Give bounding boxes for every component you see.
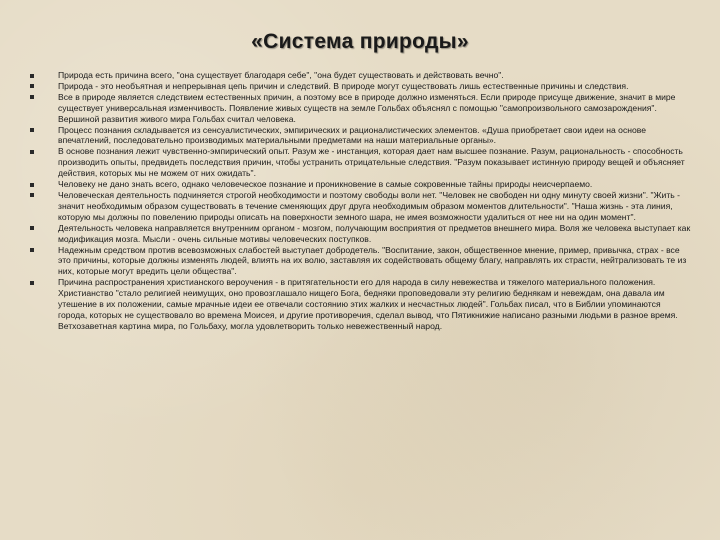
list-item xyxy=(30,92,692,125)
list-item xyxy=(30,223,692,245)
bullet-icon xyxy=(30,226,34,230)
list-item xyxy=(30,190,692,223)
list-item-text: Надежным средством против всевозможных слабостей выступает добродетель. "Воспитание, закон, общественное мнение, пример, привычка, страх - все это причины, которые должны изменять людей, влиять на их волю, заставляя их содействовать общему благу, направлять их страсти, нейтрализовать те из них, которые могут вредить цели общества". xyxy=(58,244,687,277)
list-item-text: В основе познания лежит чувственно-эмпирический опыт. Разум же - инстанция, которая дает нам высшее познание. Разум, рациональность - способность производить опыты, предвидеть последствия причин, чтобы устранить отрицательные следствия. "Разум показывает истинную природу вещей и объясняет действия, которых мы не можем от них ожидать". xyxy=(58,146,685,179)
list-item-text: Природа - это необъятная и непрерывная цепь причин и следствий. В природе могут существовать лишь естественные причины и следствия. xyxy=(58,80,629,91)
list-item xyxy=(30,125,692,147)
list-item-text: Природа есть причина всего, "она существует благодаря себе", "она будет существовать и действовать вечно". xyxy=(58,70,504,80)
slide-title: «Система природы» xyxy=(251,30,469,53)
bullet-icon xyxy=(30,150,34,154)
bullet-icon xyxy=(30,281,34,285)
list-item-text: Человеку не дано знать всего, однако человеческое познание и проникновение в самые сокровенные тайны природы неисчерпаемо. xyxy=(58,179,593,190)
bullet-icon xyxy=(30,74,34,78)
bullet-icon xyxy=(30,95,34,99)
bullet-icon xyxy=(30,183,34,187)
list-item xyxy=(30,245,692,278)
bullet-icon xyxy=(30,193,34,197)
list-item xyxy=(30,179,692,190)
bullet-list xyxy=(30,70,692,332)
list-item-text: Все в природе является следствием естественных причин, а поэтому все в природе должно изменяться. Если природе присуще движение, значит в мире существует универсальная изменчивость. Появление живых существ на земле Гольбах объяснял с помощью "самопроизвольного самозарождения". Вершиной развития живого мира Гольбах считал человека. xyxy=(58,91,676,124)
list-item-text: Деятельность человека направляется внутренним органом - мозгом, получающим восприятия от предметов внешнего мира. Воля же человека выступает как модификация мозга. Мысли - очень сильные мотивы человеческих поступков. xyxy=(58,222,691,244)
bullet-icon xyxy=(30,248,34,252)
list-item xyxy=(30,70,692,81)
bullet-icon xyxy=(30,84,34,88)
list-item xyxy=(30,277,692,332)
list-item-text: Процесс познания складывается из сенсуалистических, эмпирических и рационалистических элементов. «Душа приобретает свои идеи на основе впечатлений, последовательно производимых материальными предметами на наши материальные органы». xyxy=(58,124,647,146)
bullet-icon xyxy=(30,128,34,132)
list-item-text: Человеческая деятельность подчиняется строгой необходимости и поэтому свободы воли нет. "Человек не свободен ни одну минуту своей жизни". "Жить - значит необходимым образом существовать в течение сменяющих друг друга необходимым образом моментов длительности". "Наша жизнь - эта линия, которую мы должны по повелению природы описать на поверхности земного шара, не имея возможности удалиться от нее ни на один момент". xyxy=(58,189,680,222)
list-item-text: Причина распространения христианского вероучения - в притягательности его для народа в силу невежества и тяжелого материального положения. Христианство "стало религией неимущих, оно провозглашало нищего Бога, бедняки проповедовали эту религию беднякам и невеждам, она давала им утешение в их положении, самые мрачные идеи ее отвечали состоянию этих жалких и несчастных людей". Гольбах писал, что в Библии упоминаются города, которых не существовало во времена Моисея, и другие противоречия, сделал вывод, что Пятикнижие написано разными людьми в разное время. Ветхозаветная картина мира, по Гольбаху, могла удовлетворить только невежественный народ. xyxy=(58,277,678,331)
list-item xyxy=(30,81,692,92)
list-item xyxy=(30,146,692,179)
